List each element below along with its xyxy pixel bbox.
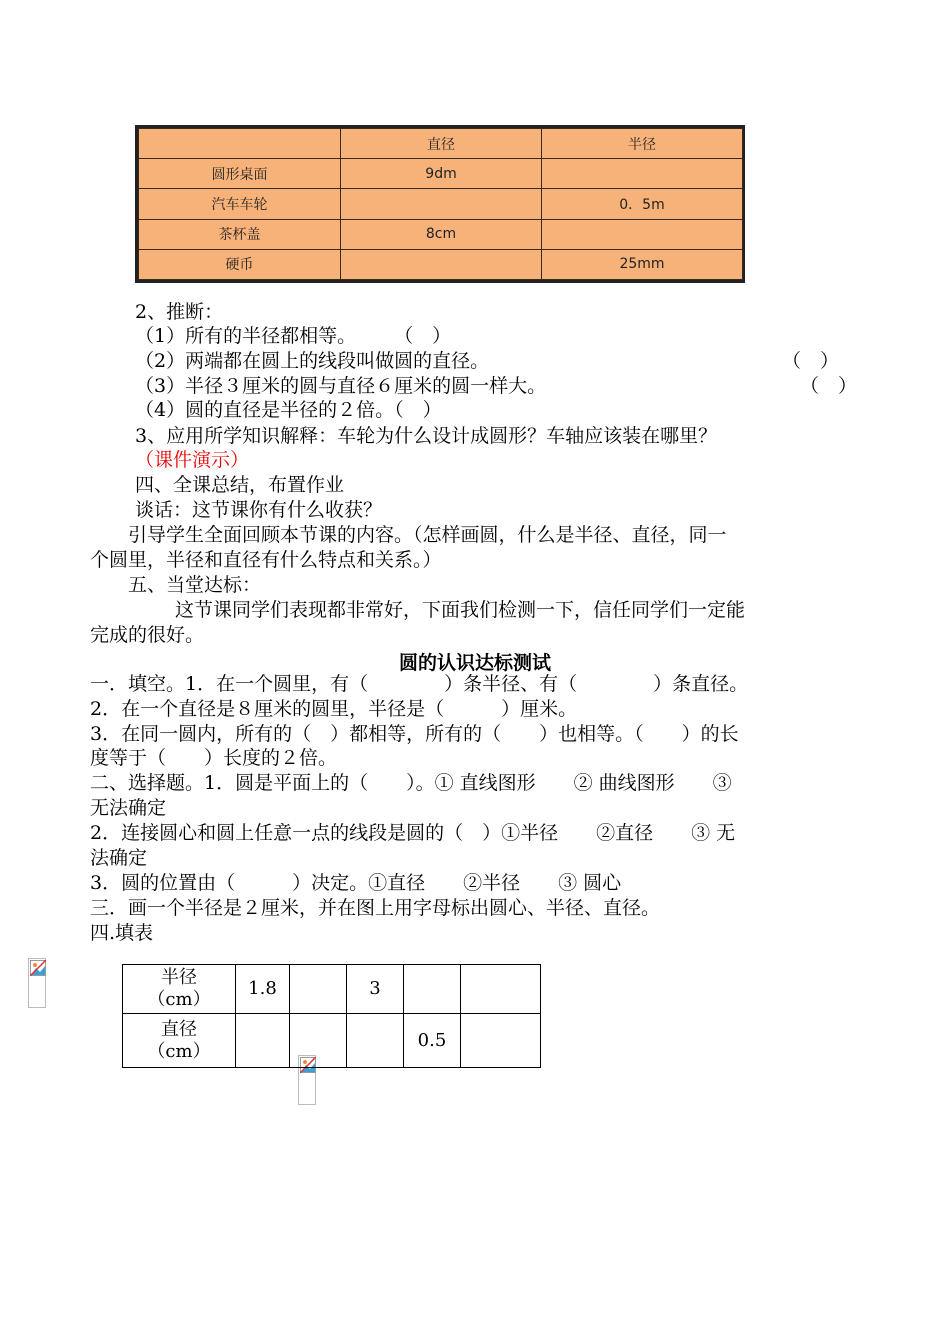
table-cell: 3 — [347, 965, 404, 1014]
row-label-cell — [123, 1014, 236, 1068]
table-cell — [341, 189, 542, 219]
table-cell: 0.5 — [404, 1014, 461, 1068]
table-cell — [341, 249, 542, 279]
header-cell — [139, 129, 341, 159]
row-unit: （cm） — [147, 989, 211, 1010]
row-label: 半径 — [161, 967, 197, 988]
table-cell — [461, 965, 541, 1014]
statement-line: （2）两端都在圆上的线段叫做圆的直径。 — [135, 350, 490, 372]
orange-table — [135, 125, 745, 283]
table-cell: 硬币 — [139, 249, 341, 279]
paragraph-line: 引导学生全面回顾本节课的内容。（怎样画圆，什么是半径、直径，同一 — [128, 524, 727, 546]
table-cell — [461, 1014, 541, 1068]
fill-table — [122, 964, 541, 1068]
answer-blank: （ ） — [782, 350, 840, 372]
table-cell: 8cm — [341, 219, 542, 249]
question-line: 2．在一个直径是８厘米的圆里，半径是（ ）厘米。 — [90, 698, 578, 720]
test-title: 圆的认识达标测试 — [398, 652, 551, 674]
paragraph-line: 这节课同学们表现都非常好，下面我们检测一下，信任同学们一定能 — [175, 599, 746, 621]
table-header-row — [139, 129, 743, 159]
broken-image-icon — [28, 958, 46, 1008]
answer-blank: （ ） — [800, 375, 858, 397]
table-cell: 1.8 — [236, 965, 290, 1014]
header-cell: 半径 — [542, 129, 743, 159]
row-label-cell — [123, 965, 236, 1014]
section-heading: 四、全课总结，布置作业 — [135, 474, 345, 496]
question-line: 3．在同一圆内，所有的（ ）都相等，所有的（ ）也相等。（ ）的长 — [90, 723, 739, 745]
table-cell — [236, 1014, 290, 1068]
table-row — [139, 249, 743, 279]
table-cell — [290, 1014, 347, 1068]
question-line: 度等于（ ）长度的２倍。 — [90, 747, 338, 769]
question-line: 四.填表 — [90, 922, 154, 944]
table-cell: 圆形桌面 — [139, 159, 341, 189]
table-cell — [347, 1014, 404, 1068]
question-line: 法确定 — [90, 847, 148, 869]
table-cell — [542, 219, 743, 249]
demo-note: （课件演示） — [135, 449, 250, 471]
table-cell: 0．5m — [542, 189, 743, 219]
question-line: 二、选择题。1．圆是平面上的（ ）。① 直线图形 ② 曲线图形 ③ — [90, 772, 732, 794]
paragraph-line: 完成的很好。 — [90, 624, 205, 646]
table-cell — [290, 965, 347, 1014]
paragraph-line: 谈话：这节课你有什么收获？ — [135, 499, 383, 521]
table-cell: 25mm — [542, 249, 743, 279]
statement-line: （3）半径３厘米的圆与直径６厘米的圆一样大。 — [135, 375, 547, 397]
section-heading: 五、当堂达标： — [128, 574, 262, 596]
question-line: 3、应用所学知识解释：车轮为什么设计成圆形？车轴应该装在哪里？ — [135, 425, 718, 447]
table-cell — [542, 159, 743, 189]
statement-line: （1）所有的半径都相等。 （ ） — [135, 325, 452, 347]
table-cell — [404, 965, 461, 1014]
question-line: 三．画一个半径是２厘米，并在图上用字母标出圆心、半径、直径。 — [90, 897, 661, 919]
question-line: 2．连接圆心和圆上任意一点的线段是圆的（ ）①半径 ②直径 ③ 无 — [90, 822, 736, 844]
row-unit: （cm） — [147, 1040, 211, 1062]
header-cell: 直径 — [341, 129, 542, 159]
statement-line: （4）圆的直径是半径的２倍。（ ） — [135, 399, 442, 421]
question-line: 3．圆的位置由（ ）决定。①直径 ②半径 ③ 圆心 — [90, 872, 622, 894]
table-row — [139, 219, 743, 249]
table-cell: 茶杯盖 — [139, 219, 341, 249]
table-row — [139, 189, 743, 219]
table-row — [123, 965, 541, 1014]
row-label: 直径 — [161, 1018, 197, 1040]
table-row — [123, 1014, 541, 1068]
table-cell: 汽车车轮 — [139, 189, 341, 219]
table-cell: 9dm — [341, 159, 542, 189]
question-line: 一．填空。1．在一个圆里，有（ ）条半径、有（ ）条直径。 — [90, 673, 749, 695]
table-row — [139, 159, 743, 189]
paragraph-line: 个圆里，半径和直径有什么特点和关系。） — [90, 549, 442, 571]
section-heading: 2、推断： — [135, 301, 224, 323]
question-line: 无法确定 — [90, 797, 167, 819]
